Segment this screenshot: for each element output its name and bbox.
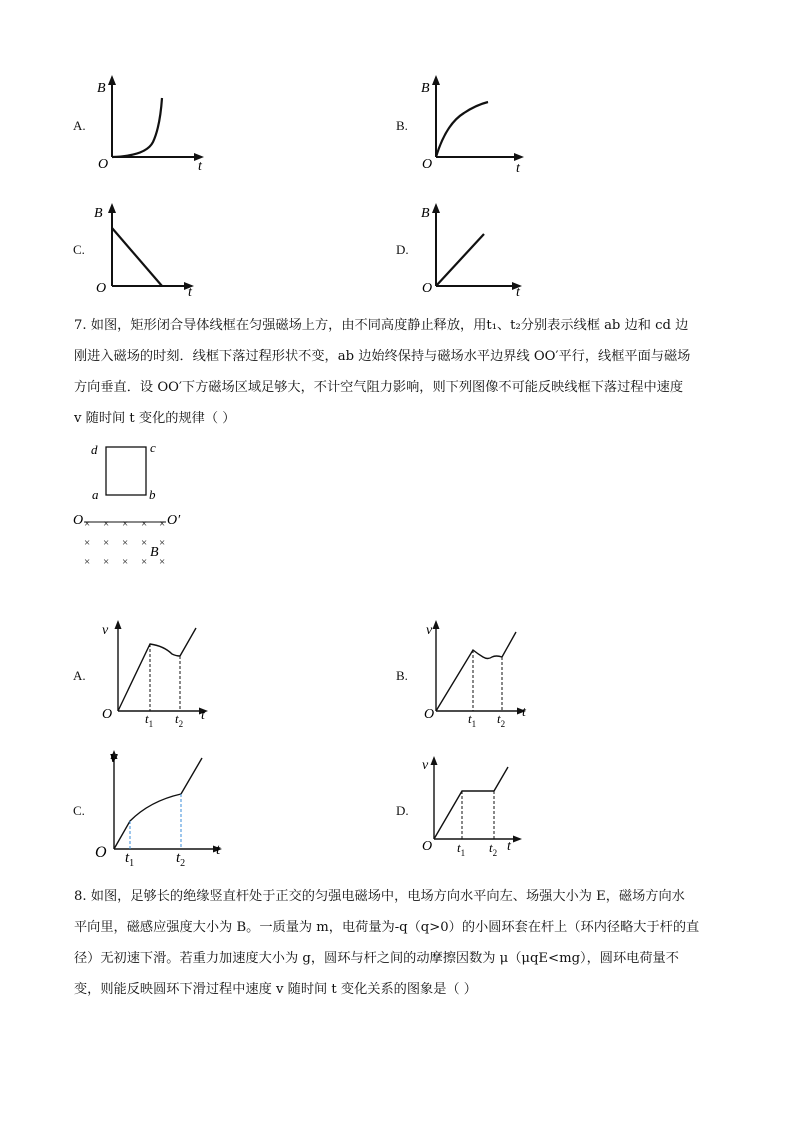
corner-b: b <box>149 487 156 502</box>
q7-figure-frame-field <box>70 435 190 575</box>
q6-graph-c <box>88 200 218 300</box>
svg-text:O: O <box>96 281 107 296</box>
svg-text:×: × <box>141 518 148 530</box>
q7-graph-a <box>96 616 220 728</box>
field-crosses <box>84 518 165 568</box>
svg-text:v: v <box>110 747 118 766</box>
q6-graph-d <box>412 200 542 300</box>
svg-text:t: t <box>516 161 520 172</box>
svg-text:B: B <box>94 206 103 221</box>
svg-text:t1: $t_1$ <box>468 711 477 728</box>
svg-text:×: × <box>159 537 166 549</box>
curve-saturating <box>436 102 488 157</box>
svg-text:t1: $t_1$ <box>145 711 154 728</box>
svg-text:B: B <box>421 81 430 96</box>
q6-option-b-label[interactable]: B. <box>396 118 408 133</box>
x-axis-label: t <box>198 159 202 172</box>
svg-text:×: × <box>122 556 129 568</box>
corner-c: c <box>150 440 156 455</box>
y-axis-label: B <box>97 81 106 96</box>
svg-text:×: × <box>103 556 110 568</box>
q7-option-b-label[interactable]: B. <box>396 668 408 683</box>
svg-text:O: O <box>424 707 435 722</box>
svg-text:v: v <box>422 758 429 773</box>
svg-text:t2: $t_2$ <box>175 711 184 728</box>
svg-text:t: t <box>507 839 511 854</box>
svg-text:t: t <box>216 842 221 858</box>
q8-line-3: 径）无初速下滑。若重力加速度大小为 g，圆环与杆之间的动摩擦因数为 μ（μqE<mg），圆环电荷量不 <box>74 951 679 966</box>
corner-a: a <box>92 487 99 502</box>
svg-text:t: t <box>188 285 192 300</box>
q7-line-3: 方向垂直．设 OO′下方磁场区域足够大，不计空气阻力影响，则下列图像不可能反映线框下落过程中速度 <box>74 380 684 395</box>
svg-text:t: t <box>201 708 205 723</box>
svg-text:B: B <box>421 206 430 221</box>
curve-exponential <box>112 98 162 157</box>
svg-text:v: v <box>102 623 109 638</box>
svg-text:×: × <box>103 537 110 549</box>
q7-line-1: 7. 如图，矩形闭合导体线框在匀强磁场上方，由不同高度静止释放，用t₁、t₂分别表示线框 ab 边和 cd 边 <box>74 318 689 333</box>
q8-question-text <box>74 881 734 1005</box>
q6-option-d-label[interactable]: D. <box>396 242 409 257</box>
svg-text:×: × <box>122 537 129 549</box>
svg-text:×: × <box>84 518 91 530</box>
svg-text:t2: $t_2$ <box>497 711 506 728</box>
svg-text:t: t <box>516 285 520 300</box>
svg-text:O: O <box>95 844 107 861</box>
q7-line-4: v 随时间 t 变化的规律（ ） <box>74 411 236 426</box>
q8-line-1: 8. 如图，足够长的绝缘竖直杆处于正交的匀强电磁场中，电场方向水平向左、场强大小为 E，磁场方向水 <box>74 889 685 904</box>
q7-graph-b <box>416 616 540 728</box>
svg-text:×: × <box>122 518 129 530</box>
q7-option-c-label[interactable]: C. <box>73 803 85 818</box>
svg-text:×: × <box>103 518 110 530</box>
svg-text:O: O <box>102 707 113 722</box>
q6-graph-b <box>412 72 542 172</box>
q7-graph-d <box>416 752 540 864</box>
svg-text:v: v <box>426 623 433 638</box>
svg-text:×: × <box>141 556 148 568</box>
svg-text:t: t <box>522 705 526 720</box>
svg-text:×: × <box>159 518 166 530</box>
velocity-curve <box>436 632 516 711</box>
corner-d: d <box>91 442 98 457</box>
svg-text:×: × <box>141 537 148 549</box>
q7-option-d-label[interactable]: D. <box>396 803 409 818</box>
q6-graph-a <box>88 72 218 172</box>
boundary-o-prime: O′ <box>167 513 181 528</box>
origin-label: O <box>98 157 109 172</box>
svg-text:O: O <box>422 839 433 854</box>
svg-text:t1: $t_1$ <box>125 850 135 869</box>
svg-text:O: O <box>422 157 433 172</box>
boundary-o: O <box>73 513 84 528</box>
svg-text:×: × <box>84 556 91 568</box>
velocity-curve <box>118 628 196 711</box>
q6-option-a-label[interactable]: A. <box>73 118 86 133</box>
svg-text:×: × <box>159 556 166 568</box>
svg-text:t1: $t_1$ <box>457 840 466 858</box>
q6-option-c-label[interactable]: C. <box>73 242 85 257</box>
y-arrow <box>108 75 116 85</box>
wire-frame <box>106 447 146 495</box>
q7-graph-c <box>92 744 242 874</box>
line-decreasing <box>112 228 162 286</box>
svg-text:O: O <box>422 281 433 296</box>
q8-line-2: 平向里，磁感应强度大小为 B。一质量为 m，电荷量为-q（q>0）的小圆环套在杆上（环内径略大于杆的直 <box>74 920 700 935</box>
q7-option-a-label[interactable]: A. <box>73 668 86 683</box>
q8-line-4: 变，则能反映圆环下滑过程中速度 v 随时间 t 变化关系的图象是（ ） <box>74 982 477 997</box>
velocity-curve <box>434 767 508 839</box>
svg-text:t2: $t_2$ <box>489 840 498 858</box>
q7-line-2: 刚进入磁场的时刻．线框下落过程形状不变，ab 边始终保持与磁场水平边界线 OO′平行，线框平面与磁场 <box>74 349 691 364</box>
svg-text:×: × <box>84 537 91 549</box>
line-increasing <box>436 234 484 286</box>
svg-text:t2: $t_2$ <box>176 850 186 869</box>
field-label-b: B <box>150 545 159 560</box>
q7-question-text <box>74 310 734 434</box>
velocity-curve <box>114 758 202 849</box>
